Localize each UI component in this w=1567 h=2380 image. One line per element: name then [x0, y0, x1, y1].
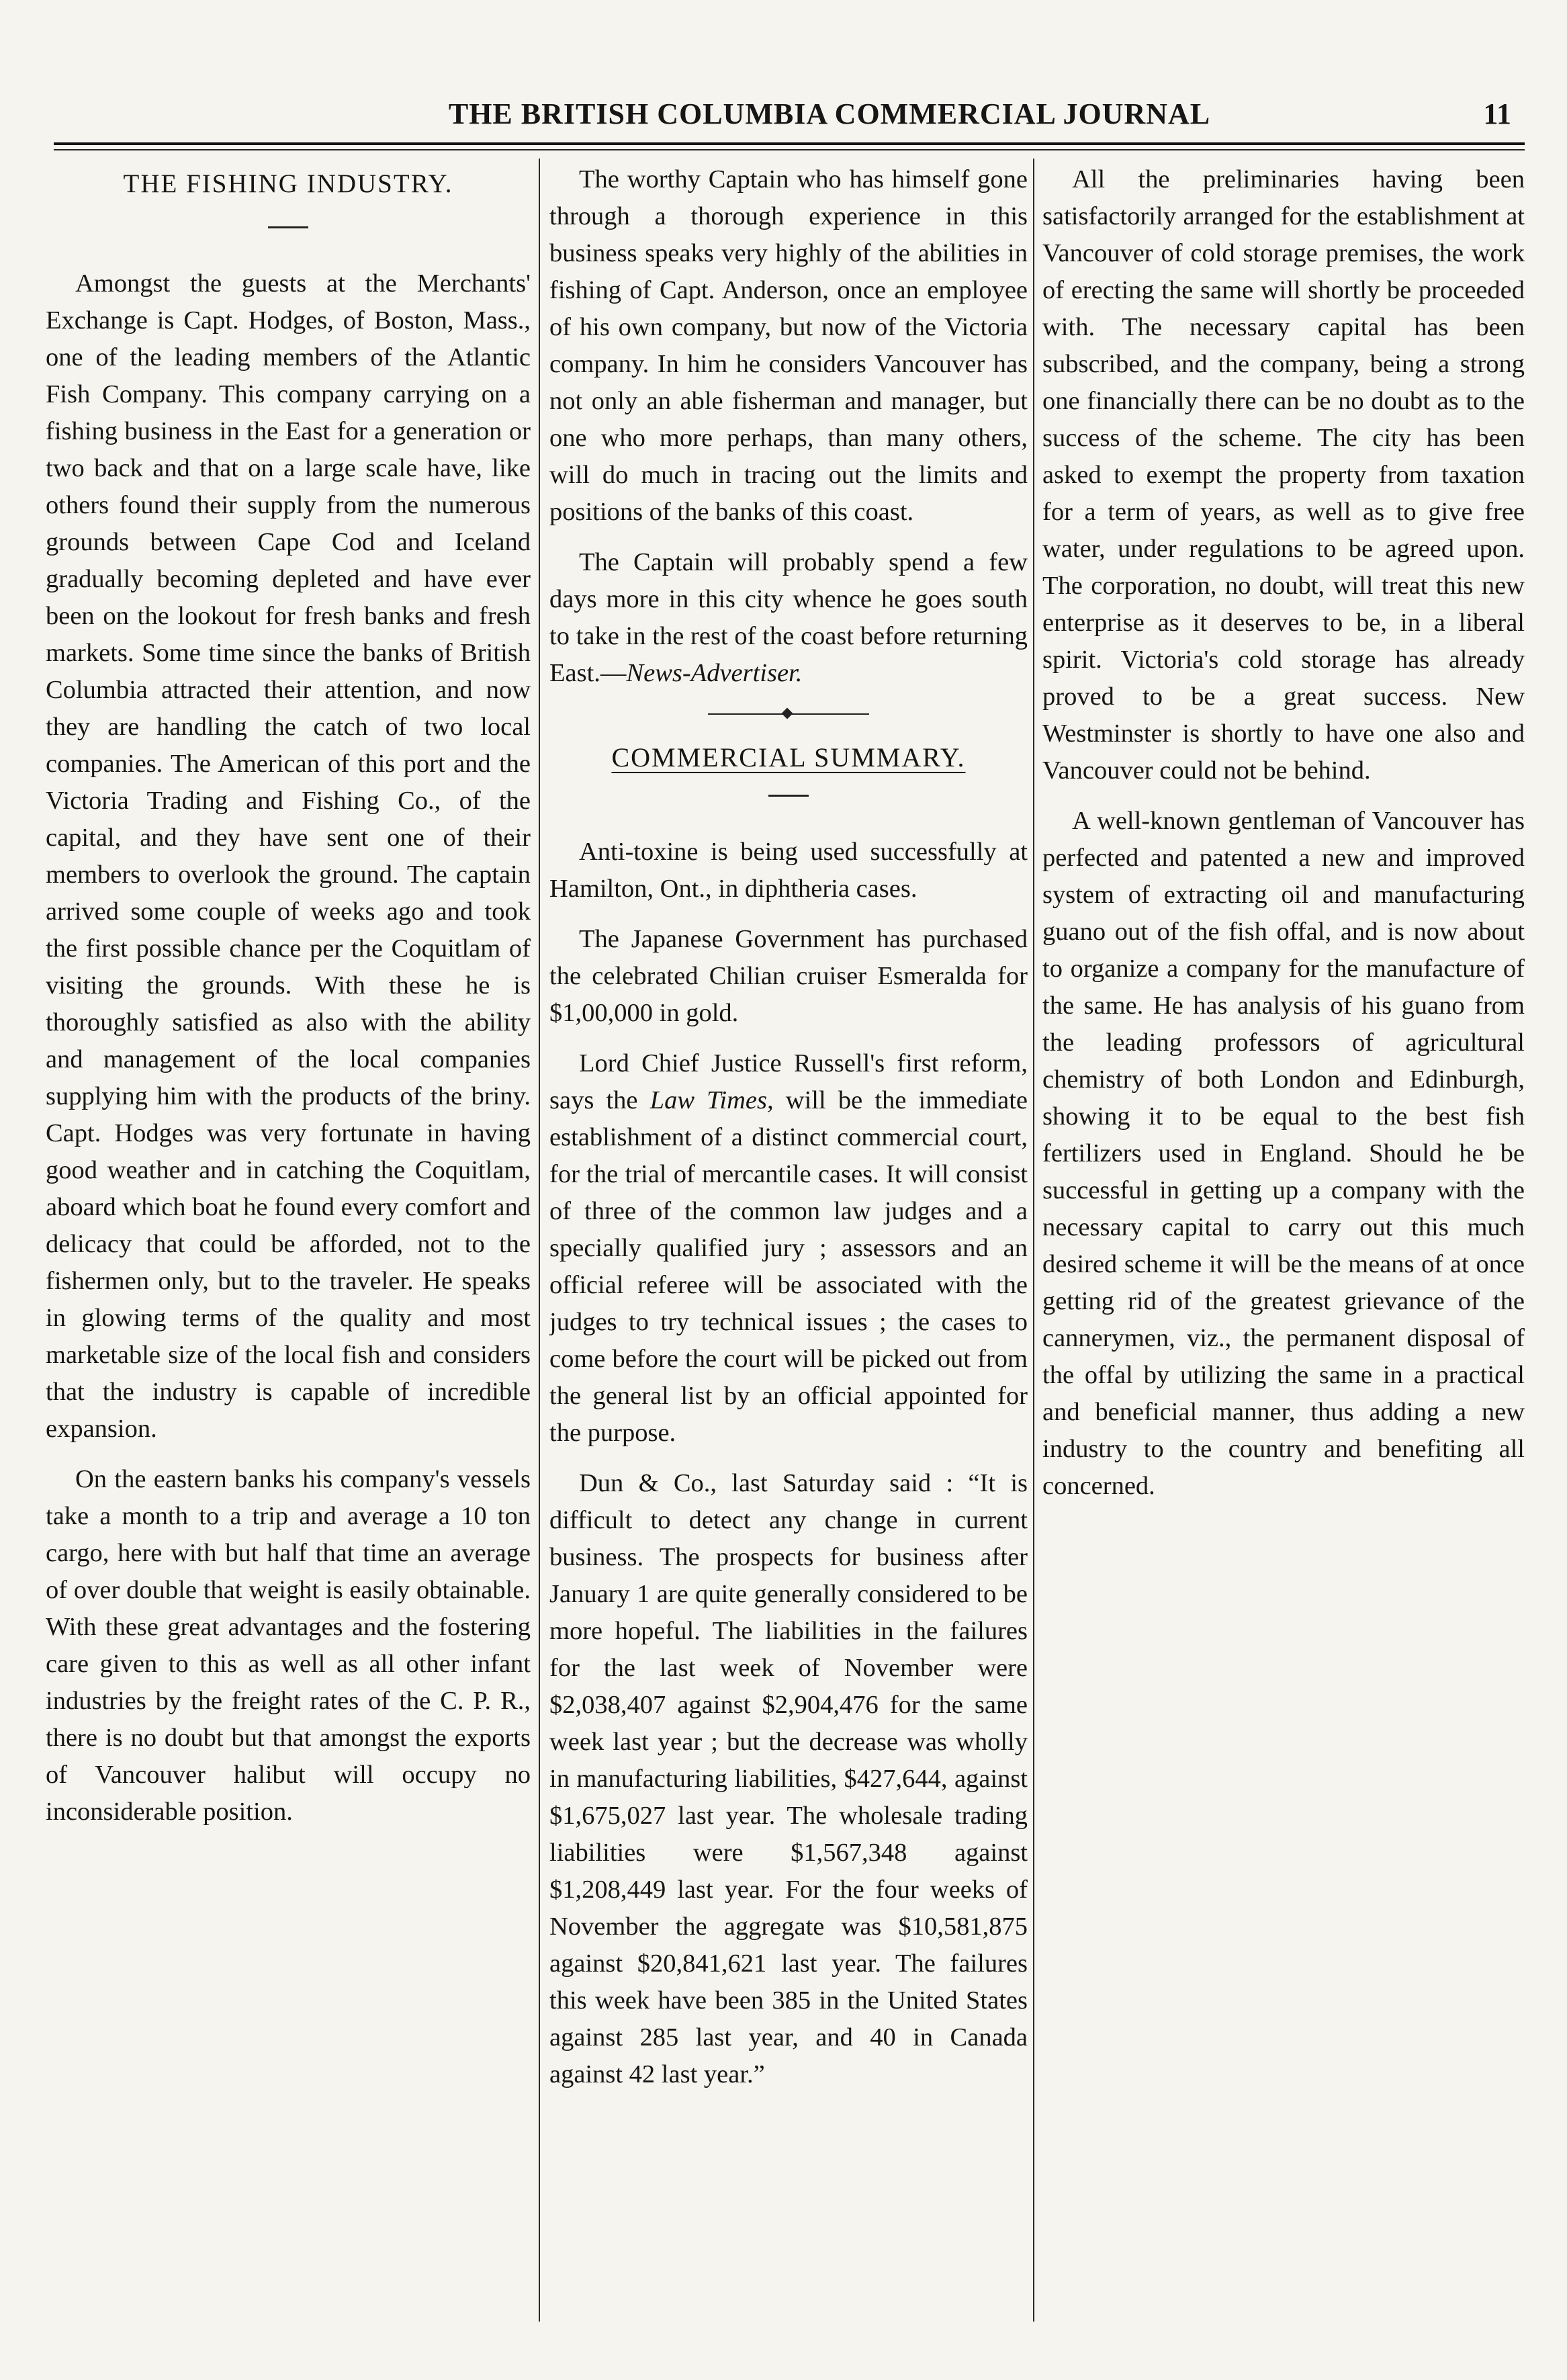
- paragraph-text: Lord Chief Justice Russell's first reform, says the: [549, 1049, 1028, 1114]
- page-header: [134, 94, 1525, 141]
- heading-dash: [46, 212, 531, 238]
- section-divider: [549, 705, 1028, 719]
- article-paragraph: The Captain will probably spend a few days more in this city whence he goes south to take in the rest of the coast before returning East.—News-Advertiser.: [549, 548, 1028, 687]
- summary-item: A well-known gentleman of Vancouver has perfected and patented a new and improved system of extracting oil and manufacturing guano out of the fish offal, and is now about to organize a company for the manufacture of the same. He has analysis of his guano from the leading professors of agricultural chemistry of both London and Edinburgh, showing it to be equal to the best fish fertilizers used in England. Should he be successful in getting up a company with the necessary capital to carry out this much desired scheme it will be the means of at once getting rid of the greatest grievance of the cannerymen, viz., the permanent disposal of the offal by utilizing the same in a practical and beneficial manner, thus adding a new industry to the country and benefiting all concerned.: [1042, 807, 1525, 1500]
- article-heading-summary: [549, 739, 1028, 776]
- column-divider: [1033, 159, 1034, 2322]
- running-title: THE BRITISH COLUMBIA COMMERCIAL JOURNAL: [448, 97, 1211, 130]
- column-divider: [539, 159, 540, 2322]
- header-rule-secondary: [54, 149, 1525, 150]
- page-number: 11: [1483, 97, 1511, 130]
- article-paragraph: The worthy Captain who has himself gone through a thorough experience in this business speaks very highly of the abilities in fishing of Capt. Anderson, once an employee of his own company, but now of the Victoria company. In him he considers Vancouver has not only an able fisherman and manager, but one who more perhaps, than many others, will do much in tracing out the limits and positions of the banks of this coast.: [549, 165, 1028, 526]
- source-credit: News-Advertiser.: [626, 659, 803, 687]
- paragraph-text: will be the immediate establishment of a distinct commercial court, for the trial of mercantile cases. It will consist of three of the common law judges and a specially qualified jury ; assessors and an official referee will be associated with the judges to try technical issues ; the cases to come before the court will be picked out from the general list by an official appointed for the purpose.: [549, 1086, 1028, 1447]
- article-paragraph: On the eastern banks his company's vessels take a month to a trip and average a 10 ton cargo, here with but half that time an average of over double that weight is easily obtainable. With these great advantages and the fostering care given to this as well as all other infant industries by the freight rates of the C. P. R., there is no doubt but that amongst the exports of Vancouver halibut will occupy no inconsiderable position.: [46, 1465, 531, 1826]
- summary-item: The Japanese Government has purchased the celebrated Chilian cruiser Esmeralda for $1,00,000 in gold.: [549, 925, 1028, 1027]
- column-3: [1042, 161, 1525, 2318]
- heading-text: COMMERCIAL SUMMARY.: [611, 742, 966, 773]
- header-rule: [54, 142, 1525, 145]
- summary-item: Anti-toxine is being used successfully at Hamilton, Ont., in diphtheria cases.: [549, 838, 1028, 903]
- source-credit: Law Times,: [650, 1086, 774, 1114]
- summary-item: [549, 1045, 1028, 1452]
- summary-item: All the preliminaries having been satisfactorily arranged for the establishment at Vancouver of cold storage premises, the work of erecting the same will shortly be proceeded with. The necessary capital has been subscribed, and the company, being a strong one financially there can be no doubt as to the success of the scheme. The city has been asked to exempt the property from taxation for a term of years, as well as to give free water, under regulations to be agreed upon. The corporation, no doubt, will treat this new enterprise as it deserves to be, in a liberal spirit. Victoria's cold storage has already proved to be a great success. New Westminster is shortly to have one also and Vancouver could not be behind.: [1042, 165, 1525, 785]
- summary-item: Dun & Co., last Saturday said : “It is difficult to detect any change in current business. The prospects for business after January 1 are quite generally considered to be more hopeful. The liabilities in the failures for the last week of November were $2,038,407 against $2,904,476 for the same week last year ; but the decrease was wholly in manufacturing liabilities, $427,644, against $1,675,027 last year. The wholesale trading liabilities were $1,567,348 against $1,208,449 last year. For the four weeks of November the aggregate was $10,581,875 against $20,841,621 last year. The failures this week have been 385 in the United States against 285 last year, and 40 in Canada against 42 last year.”: [549, 1469, 1028, 2088]
- paragraph-text: The Captain will probably spend a few days more in this city whence he goes south to take in the rest of the coast before returning East.: [549, 548, 1028, 687]
- column-1: [46, 161, 531, 2318]
- heading-dash: [549, 780, 1028, 807]
- article-heading-fishing: THE FISHING INDUSTRY.: [123, 169, 453, 198]
- column-2: [549, 161, 1028, 2318]
- article-paragraph: Amongst the guests at the Merchants' Exchange is Capt. Hodges, of Boston, Mass., one of the leading members of the Atlantic Fish Company. This company carrying on a fishing business in the East for a generation or two back and that on a large scale have, like others found their supply from the numerous grounds between Cape Cod and Iceland gradually becoming depleted and have ever been on the lookout for fresh banks and fresh markets. Some time since the banks of British Columbia attracted their attention, and now they are handling the catch of two local companies. The American of this port and the Victoria Trading and Fishing Co., of the capital, and they have sent one of their members to overlook the ground. The captain arrived some couple of weeks ago and took the first possible chance per the Coquitlam of visiting the grounds. With these he is thoroughly satisfied as also with the ability and management of the local companies supplying him with the products of the briny. Capt. Hodges was very fortunate in having good weather and in catching the Coquitlam, aboard which boat he found every comfort and delicacy that could be afforded, not to the fishermen only, but to the traveler. He speaks in glowing terms of the quality and most marketable size of the local fish and considers that the industry is capable of incredible expansion.: [46, 269, 531, 1443]
